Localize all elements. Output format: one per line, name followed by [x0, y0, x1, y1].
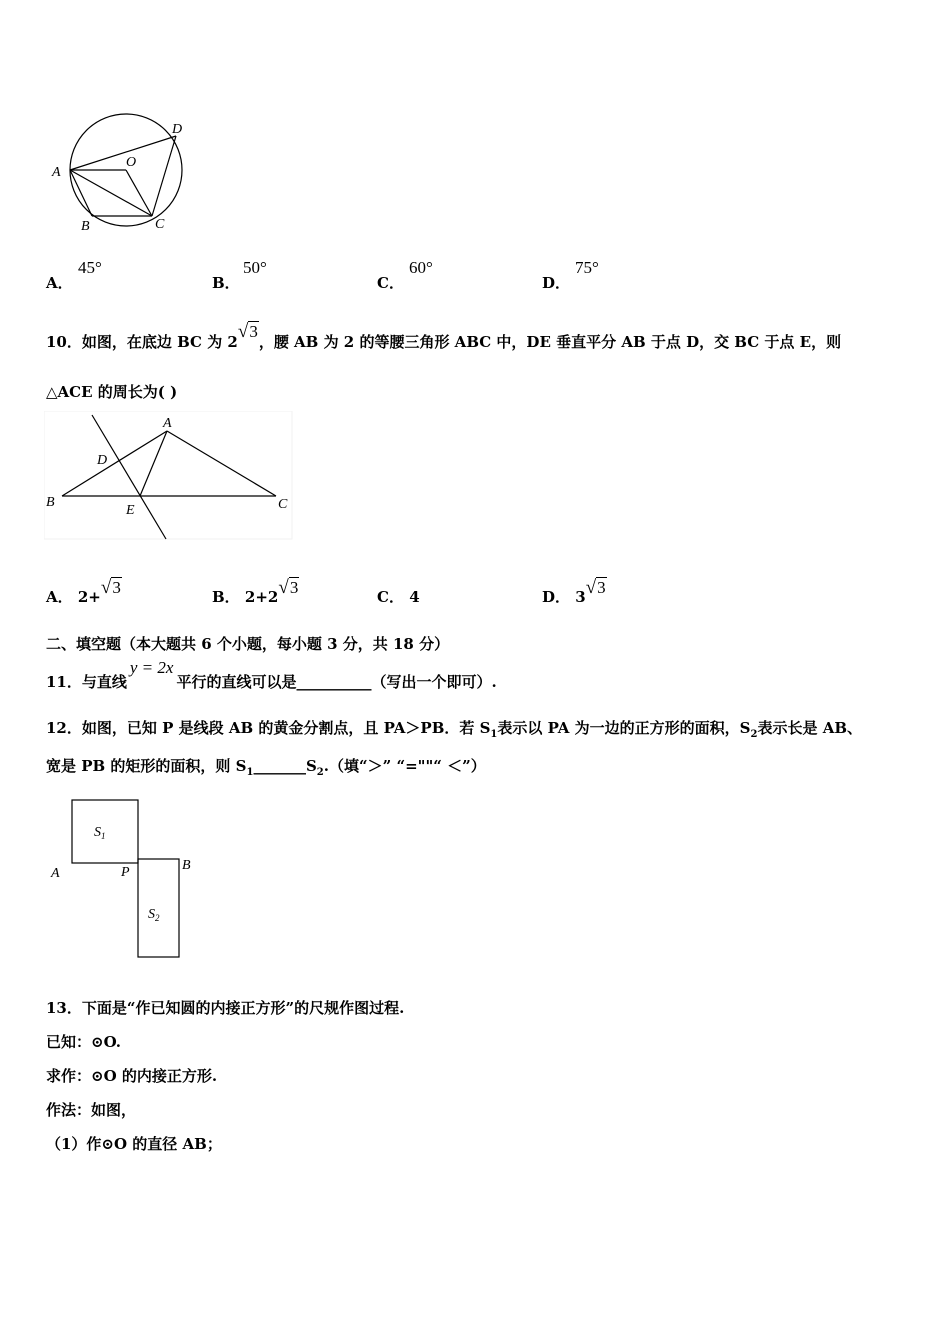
q10-option-b-sqrt: √3 — [278, 577, 299, 598]
q13-line2: 已知：⊙O. — [46, 1033, 121, 1051]
q10-option-a-sqrt: √3 — [100, 577, 121, 598]
q10-label-a: A — [163, 416, 172, 431]
q12-line1-sub2: 2 — [750, 729, 758, 740]
q12-line1-b: 表示以 PA 为一边的正方形的面积，S — [497, 719, 751, 737]
q12-line2-sub1: 1 — [246, 767, 254, 778]
q10-label-d: D — [97, 453, 108, 468]
q10-label-e: E — [126, 503, 135, 518]
q9-option-a[interactable] — [46, 272, 73, 293]
q10-label-b: B — [46, 495, 55, 510]
q10-option-b-prefix: 2+2 — [244, 588, 279, 606]
q13-line5: （1）作⊙O 的直径 AB； — [46, 1135, 222, 1153]
q12-line1-a: 12．如图，已知 P 是线段 AB 的黄金分割点，且 PA＞PB．若 S — [46, 719, 491, 737]
q10-label-c: C — [278, 497, 288, 512]
q10-option-d[interactable] — [542, 577, 607, 607]
q13-line1: 13．下面是“作已知圆的内接正方形”的尺规作图过程. — [46, 999, 405, 1017]
q10-option-c[interactable] — [377, 587, 420, 607]
q12-line2-a: 宽是 PB 的矩形的面积，则 S — [46, 757, 247, 775]
q10-segment-ac — [167, 431, 276, 496]
q13-line4: 作法：如图， — [46, 1101, 137, 1119]
q10-sqrt: √3 — [237, 321, 258, 342]
q12-label-a: A — [51, 866, 60, 881]
q10-line1-b: ，腰 AB 为 2 的等腰三角形 ABC 中，DE 垂直平分 AB 于点 D，交 BC 于点 E，则 — [258, 333, 842, 351]
q9-option-b[interactable] — [212, 272, 240, 293]
q12-line2 — [46, 756, 486, 783]
q12-line2-sub2: 2 — [316, 767, 324, 778]
q9-segment-dc — [152, 136, 176, 216]
q9-label-b: B — [81, 219, 90, 234]
q10-option-c-prefix: 4 — [409, 588, 420, 606]
q13-line3: 求作：⊙O 的内接正方形. — [46, 1067, 218, 1085]
q10-option-b-letter: B． — [212, 588, 240, 606]
q12-line2-b: _______S — [253, 757, 317, 775]
q10-perpendicular-bisector — [92, 415, 166, 539]
q9-label-c: C — [155, 217, 165, 232]
q12-label-s1: $S_1$ — [94, 825, 106, 841]
q9-option-c-letter: C． — [377, 274, 404, 292]
q10-option-a[interactable] — [46, 577, 122, 607]
q10-option-a-letter: A． — [46, 588, 73, 606]
q12-line1-sub1: 1 — [490, 729, 498, 740]
q12-line1-c: 表示长是 AB、 — [757, 719, 863, 737]
q9-segment-ab — [70, 170, 92, 216]
q9-option-a-letter: A． — [46, 274, 73, 292]
q10-option-d-sqrt: √3 — [585, 577, 606, 598]
q9-option-d[interactable] — [542, 272, 570, 293]
q10-segment-ae — [140, 431, 167, 496]
q9-figure — [44, 108, 194, 236]
q10-option-d-letter: D． — [542, 588, 571, 606]
q10-line1-a: 10．如图，在底边 BC 为 2 — [46, 333, 238, 351]
q12-label-s2: $S_2$ — [148, 907, 160, 923]
q12-line1 — [46, 718, 862, 745]
q9-label-a: A — [52, 165, 61, 180]
q9-label-o: O — [126, 155, 137, 170]
q9-option-c[interactable] — [377, 272, 404, 293]
q9-option-d-value: 75° — [575, 258, 599, 277]
q12-figure — [44, 796, 204, 961]
q12-line2-c: .（填“＞” “=""“ ＜”） — [323, 757, 486, 775]
q9-option-b-letter: B． — [212, 274, 240, 292]
section2-heading: 二、填空题（本大题共 6 个小题，每小题 3 分，共 18 分） — [46, 635, 450, 653]
q11-prefix: 11．与直线 — [46, 673, 127, 691]
q10-option-a-prefix: 2+ — [77, 588, 101, 606]
q12-label-b: B — [182, 858, 191, 873]
q9-option-b-value: 50° — [243, 258, 267, 277]
q11-formula: y = 2x — [129, 658, 174, 677]
q12-label-p: P — [121, 865, 130, 880]
q10-line1 — [46, 321, 842, 352]
q10-option-b[interactable] — [212, 577, 299, 607]
q10-figure — [44, 411, 294, 541]
q10-line2: △ACE 的周长为( ) — [46, 383, 178, 401]
q9-option-a-value: 45° — [78, 258, 102, 277]
q10-option-c-letter: C． — [377, 588, 404, 606]
q11-suffix: 平行的直线可以是__________（写出一个即可）. — [176, 673, 497, 691]
q9-segment-ad — [70, 136, 176, 170]
q9-segment-ac — [70, 170, 152, 216]
q10-sqrt-arg: 3 — [249, 322, 258, 341]
q9-option-c-value: 60° — [409, 258, 433, 277]
q11-line — [46, 658, 497, 692]
q9-option-d-letter: D． — [542, 274, 571, 292]
q12-rectangle-s2 — [138, 859, 179, 957]
q10-segment-ba — [62, 431, 167, 496]
q9-label-d: D — [172, 122, 183, 137]
q10-option-d-prefix: 3 — [575, 588, 586, 606]
